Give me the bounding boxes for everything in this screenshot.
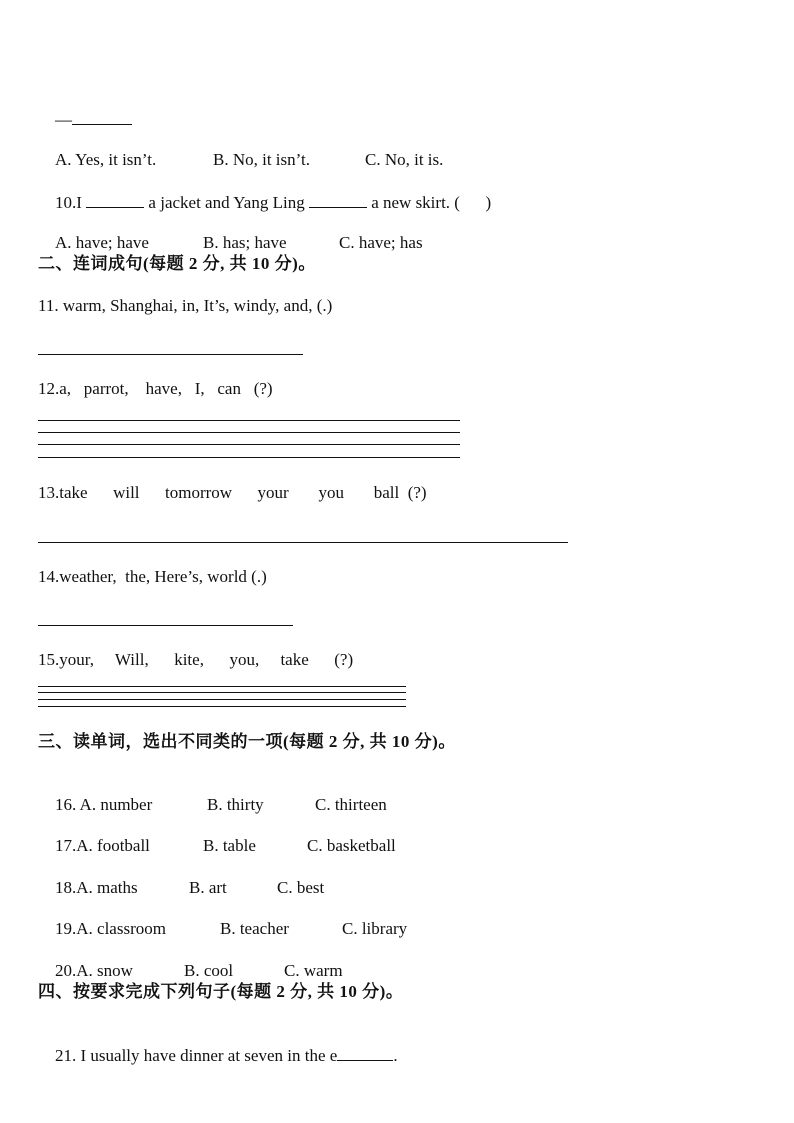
q20-option-b[interactable]: B. cool [184, 961, 234, 980]
q11-question: 11. warm, Shanghai, in, It’s, windy, and, (.) [38, 296, 333, 315]
q18-option-a[interactable]: 18.A. maths [55, 878, 138, 897]
q17-option-b[interactable]: B. table [203, 836, 256, 855]
q19-option-a[interactable]: 19.A. classroom [55, 919, 166, 938]
q15-answer-line-4[interactable] [38, 706, 406, 707]
q15-question: 15.your, Will, kite, you, take (?) [38, 650, 354, 669]
q14-answer-line[interactable] [38, 625, 293, 626]
q17-option-a[interactable]: 17.A. football [55, 836, 150, 855]
q13-question: 13.take will tomorrow your you ball (?) [38, 483, 427, 502]
q20-option-c[interactable]: C. warm [284, 961, 343, 980]
q9-blank[interactable] [72, 108, 132, 125]
q12-answer-line-3[interactable] [38, 444, 460, 445]
q10-blank-2[interactable] [309, 191, 367, 208]
q9-dash: — [55, 110, 72, 129]
q14-question: 14.weather, the, Here’s, world (.) [38, 567, 267, 586]
q17-option-c[interactable]: C. basketball [307, 836, 396, 855]
q21-prefix: 21. I usually have dinner at seven in the e [55, 1046, 338, 1065]
q12-answer-line-2[interactable] [38, 432, 460, 433]
section-4-title: 四、按要求完成下列句子(每题 2 分, 共 10 分)。 [38, 982, 404, 1001]
q10-middle: a jacket and Yang Ling [144, 193, 309, 212]
q12-question: 12.a, parrot, have, I, can (?) [38, 379, 273, 398]
q15-answer-line-2[interactable] [38, 692, 406, 693]
q10-option-c[interactable]: C. have; has [339, 233, 423, 252]
q9-option-c[interactable]: C. No, it is. [365, 150, 444, 169]
section-2-title: 二、连词成句(每题 2 分, 共 10 分)。 [38, 254, 316, 273]
q16-option-c[interactable]: C. thirteen [315, 795, 387, 814]
q15-answer-line-1[interactable] [38, 686, 406, 687]
q18-option-c[interactable]: C. best [277, 878, 325, 897]
q10-option-a[interactable]: A. have; have [55, 233, 149, 252]
q9-option-a[interactable]: A. Yes, it isn’t. [55, 150, 157, 169]
q15-answer-line-3[interactable] [38, 699, 406, 700]
q12-answer-line-4[interactable] [38, 457, 460, 458]
q10-option-b[interactable]: B. has; have [203, 233, 287, 252]
q18-option-b[interactable]: B. art [189, 878, 227, 897]
q19-option-b[interactable]: B. teacher [220, 919, 289, 938]
q21-suffix: . [393, 1046, 398, 1065]
q21-question [38, 1024, 398, 1086]
q10-blank-1[interactable] [86, 191, 144, 208]
section-3-title: 三、读单词，选出不同类的一项(每题 2 分, 共 10 分)。 [38, 732, 456, 751]
q10-prefix: 10.I [55, 193, 87, 212]
q21-blank[interactable] [337, 1044, 393, 1061]
q16-option-a[interactable]: 16. A. number [55, 795, 153, 814]
q19-option-c[interactable]: C. library [342, 919, 408, 938]
q12-answer-line-1[interactable] [38, 420, 460, 421]
q20-option-a[interactable]: 20.A. snow [55, 961, 133, 980]
q10-suffix: a new skirt. ( ) [366, 193, 492, 212]
q13-answer-line[interactable] [38, 542, 568, 543]
q9-option-b[interactable]: B. No, it isn’t. [213, 150, 310, 169]
q16-option-b[interactable]: B. thirty [207, 795, 264, 814]
q11-answer-line[interactable] [38, 354, 303, 355]
